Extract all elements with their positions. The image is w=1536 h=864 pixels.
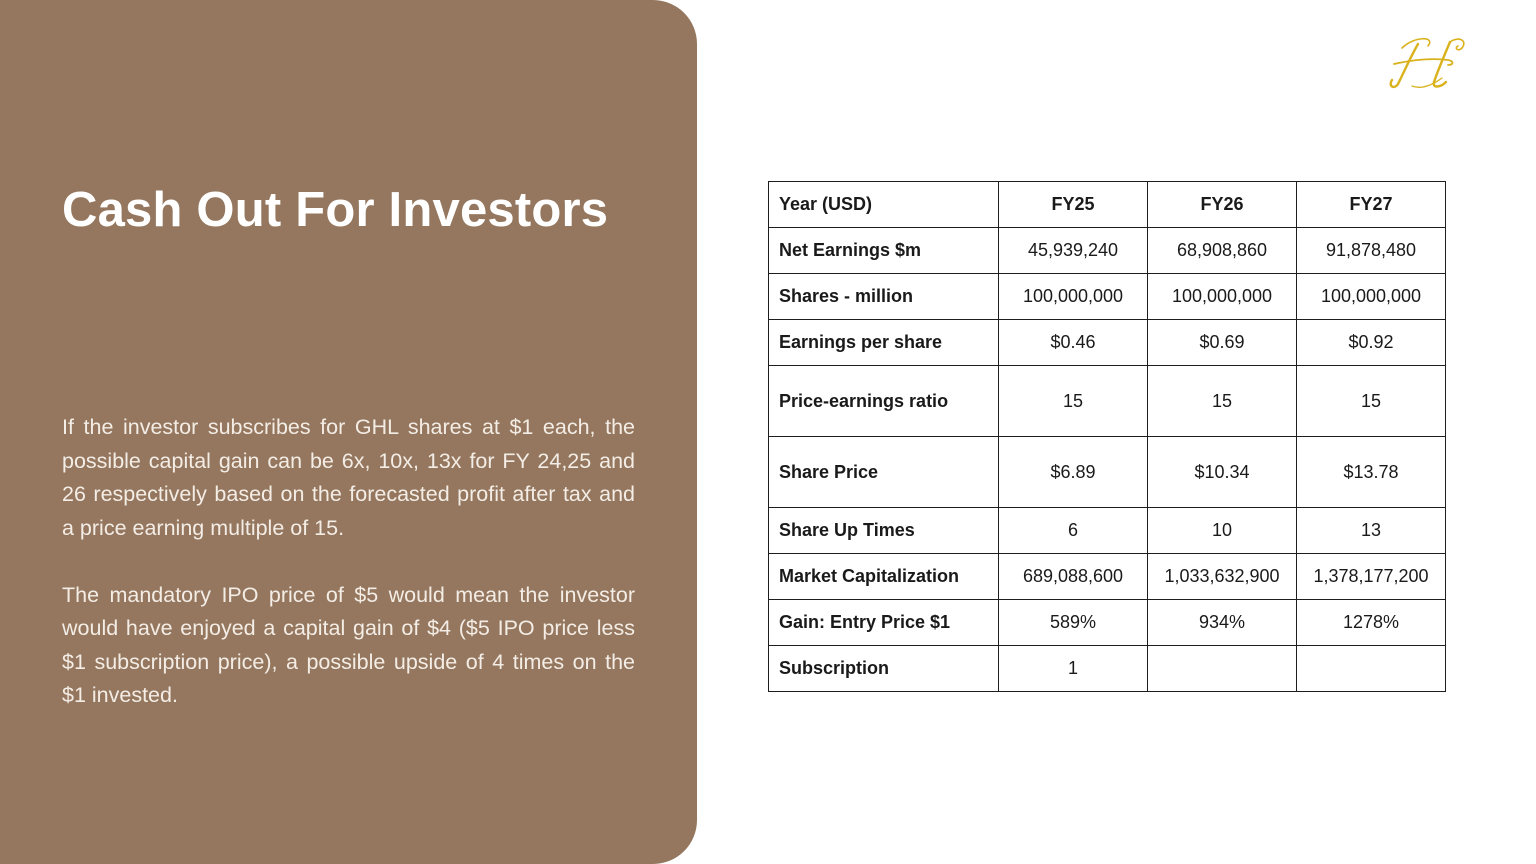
table-row <box>769 554 1446 600</box>
table-cell: 1278% <box>1297 600 1446 646</box>
body-paragraph-2: The mandatory IPO price of $5 would mean the investor would have enjoyed a capital gain of $4 ($5 IPO price less $1 subscription price), a possible upside of 4 times on the $1 invested. <box>62 582 635 707</box>
header-fy27: FY27 <box>1297 182 1446 228</box>
table-header-row <box>769 182 1446 228</box>
table-cell: 1,378,177,200 <box>1297 554 1446 600</box>
header-fy25: FY25 <box>999 182 1148 228</box>
table-cell: 15 <box>999 366 1148 437</box>
financial-table <box>768 181 1446 692</box>
table-cell: 100,000,000 <box>1297 274 1446 320</box>
table-row <box>769 437 1446 508</box>
row-label: Share Up Times <box>769 508 999 554</box>
table-cell: 13 <box>1297 508 1446 554</box>
row-label: Shares - million <box>769 274 999 320</box>
body-text <box>62 411 635 713</box>
table-cell: 1,033,632,900 <box>1148 554 1297 600</box>
header-year-usd: Year (USD) <box>769 182 999 228</box>
table-cell: 100,000,000 <box>1148 274 1297 320</box>
table-cell: $0.92 <box>1297 320 1446 366</box>
row-label: Share Price <box>769 437 999 508</box>
header-fy26: FY26 <box>1148 182 1297 228</box>
table-cell: $0.69 <box>1148 320 1297 366</box>
monogram-logo-icon <box>1388 34 1470 90</box>
table-cell: 15 <box>1297 366 1446 437</box>
left-panel <box>0 0 697 864</box>
body-paragraph-1: If the investor subscribes for GHL shares at $1 each, the possible capital gain can be 6x, 10x, 13x for FY 24,25 and 26 respectively based on the forecasted profit after tax and a price earning multiple of 15. <box>62 415 635 540</box>
row-label: Earnings per share <box>769 320 999 366</box>
table-cell: 68,908,860 <box>1148 228 1297 274</box>
table-row <box>769 366 1446 437</box>
row-label: Net Earnings $m <box>769 228 999 274</box>
table-row <box>769 320 1446 366</box>
table-cell <box>1297 646 1446 692</box>
table-cell: $6.89 <box>999 437 1148 508</box>
table-row <box>769 274 1446 320</box>
row-label: Subscription <box>769 646 999 692</box>
table-cell: $0.46 <box>999 320 1148 366</box>
table-cell: 45,939,240 <box>999 228 1148 274</box>
table-cell: 689,088,600 <box>999 554 1148 600</box>
table-cell: 1 <box>999 646 1148 692</box>
table-cell: 15 <box>1148 366 1297 437</box>
table-row <box>769 600 1446 646</box>
table-cell: $13.78 <box>1297 437 1446 508</box>
table-cell <box>1148 646 1297 692</box>
table-row <box>769 508 1446 554</box>
table-cell: 100,000,000 <box>999 274 1148 320</box>
table-cell: $10.34 <box>1148 437 1297 508</box>
table-cell: 10 <box>1148 508 1297 554</box>
table-cell: 91,878,480 <box>1297 228 1446 274</box>
slide-title: Cash Out For Investors <box>62 183 609 237</box>
row-label: Gain: Entry Price $1 <box>769 600 999 646</box>
table-row <box>769 646 1446 692</box>
row-label: Market Capitalization <box>769 554 999 600</box>
table-cell: 934% <box>1148 600 1297 646</box>
table-cell: 589% <box>999 600 1148 646</box>
table-row <box>769 228 1446 274</box>
table-cell: 6 <box>999 508 1148 554</box>
row-label: Price-earnings ratio <box>769 366 999 437</box>
